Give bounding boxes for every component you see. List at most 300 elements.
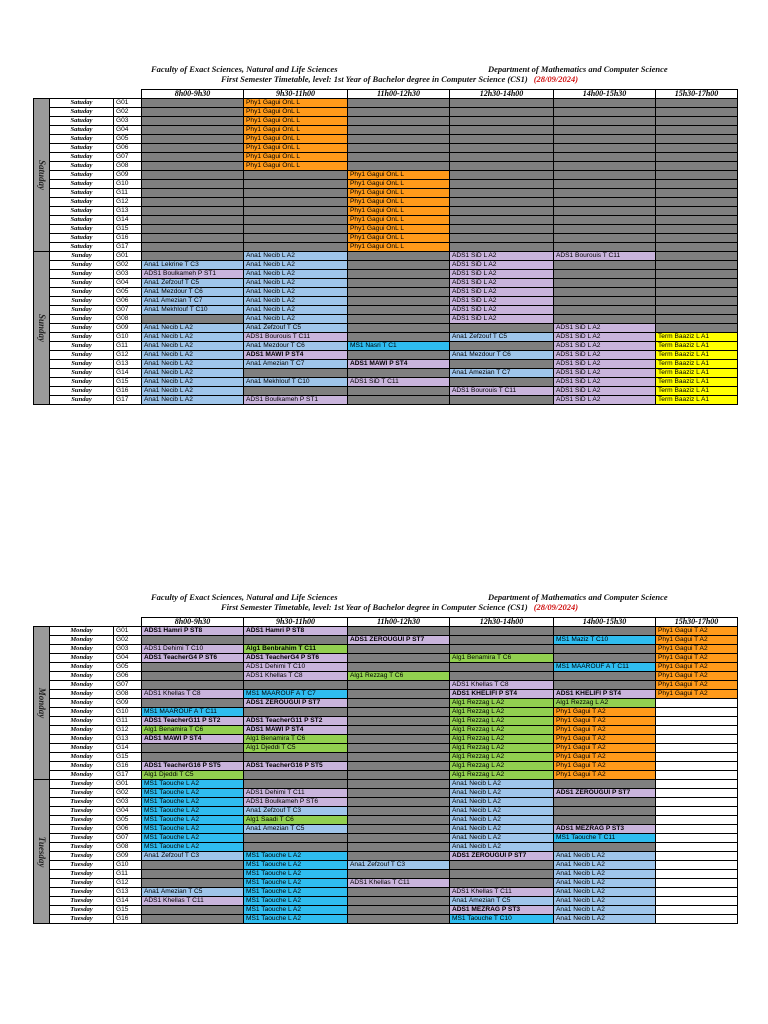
course-cell: ADS1 ZEROUGUI P ST7 xyxy=(554,789,656,798)
course-cell: Ana1 Zefzouf T C3 xyxy=(348,861,450,870)
group-code: G15 xyxy=(114,378,142,387)
table-row xyxy=(34,324,738,333)
course-cell: ADS1 Bourouis T C11 xyxy=(450,387,554,396)
group-code: G09 xyxy=(114,699,142,708)
empty-cell xyxy=(348,789,450,798)
table-row xyxy=(34,807,738,816)
course-cell: Phy1 Gagui T A2 xyxy=(656,636,738,645)
empty-cell xyxy=(348,126,450,135)
empty-cell xyxy=(142,198,244,207)
empty-cell xyxy=(450,234,554,243)
time-slot-header: 14h00-15h30 xyxy=(554,90,656,99)
empty-cell xyxy=(348,627,450,636)
group-code: G01 xyxy=(114,627,142,636)
timetable-date: (28/09/2024) xyxy=(533,602,579,612)
table-row xyxy=(34,279,738,288)
course-cell: Ana1 Zefzouf T C5 xyxy=(244,324,348,333)
empty-cell xyxy=(656,834,738,843)
course-cell: Ana1 Necib L A2 xyxy=(142,351,244,360)
course-cell: Ana1 Amezian T C7 xyxy=(450,369,554,378)
time-slot-header: 8h00-9h30 xyxy=(142,618,244,627)
day-name: Monday xyxy=(50,654,114,663)
day-name: Monday xyxy=(50,753,114,762)
table-row xyxy=(34,387,738,396)
course-cell: Ana1 Necib L A2 xyxy=(554,852,656,861)
course-cell: Ana1 Zefzouf T C5 xyxy=(450,333,554,342)
empty-cell xyxy=(348,753,450,762)
empty-cell xyxy=(656,126,738,135)
day-name: Satuday xyxy=(50,144,114,153)
course-cell: ADS1 Khellas T C8 xyxy=(450,681,554,690)
course-cell: Alg1 Rezzag L A2 xyxy=(450,699,554,708)
empty-cell xyxy=(244,834,348,843)
empty-cell xyxy=(656,153,738,162)
group-code: G03 xyxy=(114,117,142,126)
group-code: G07 xyxy=(114,153,142,162)
group-code: G13 xyxy=(114,888,142,897)
day-name: Sunday xyxy=(50,315,114,324)
course-cell: ADS1 Boulkameh P ST6 xyxy=(244,798,348,807)
empty-cell xyxy=(244,225,348,234)
table-row xyxy=(34,360,738,369)
empty-cell xyxy=(554,315,656,324)
course-cell: Alg1 Rezzag L A2 xyxy=(450,744,554,753)
course-cell: ADS1 SiD L A2 xyxy=(554,369,656,378)
empty-cell xyxy=(348,807,450,816)
course-cell: Phy1 Gagui OnL L xyxy=(348,198,450,207)
course-cell: MS1 Taouche L A2 xyxy=(142,798,244,807)
group-code: G12 xyxy=(114,198,142,207)
table-row xyxy=(34,906,738,915)
empty-cell xyxy=(348,252,450,261)
faculty-name: Faculty of Exact Sciences, Natural and Life Sciences xyxy=(151,592,338,602)
empty-cell xyxy=(348,744,450,753)
course-cell: MS1 Taouche T C10 xyxy=(450,915,554,924)
course-cell: ADS1 SiD L A2 xyxy=(554,378,656,387)
empty-cell xyxy=(656,261,738,270)
course-cell: Ana1 Necib L A2 xyxy=(142,396,244,405)
faculty-name: Faculty of Exact Sciences, Natural and Life Sciences xyxy=(151,64,338,74)
day-name: Satuday xyxy=(50,171,114,180)
group-code: G12 xyxy=(114,351,142,360)
day-name: Monday xyxy=(50,636,114,645)
empty-cell xyxy=(142,243,244,252)
course-cell: ADS1 MEZRAG P ST3 xyxy=(450,906,554,915)
day-name: Tuesday xyxy=(50,843,114,852)
course-cell: Alg1 Saadi T C6 xyxy=(244,816,348,825)
empty-cell xyxy=(142,135,244,144)
table-row xyxy=(34,744,738,753)
empty-cell xyxy=(656,798,738,807)
timetable-subtitle: First Semester Timetable, level: 1st Year of Bachelor degree in Computer Science (CS1) (28/09/2024) xyxy=(221,74,579,84)
group-code: G13 xyxy=(114,360,142,369)
table-row xyxy=(34,225,738,234)
group-code: G14 xyxy=(114,897,142,906)
empty-cell xyxy=(244,243,348,252)
table-row xyxy=(34,117,738,126)
empty-cell xyxy=(348,870,450,879)
day-name: Sunday xyxy=(50,270,114,279)
timetable-grid xyxy=(33,617,738,924)
empty-cell xyxy=(450,135,554,144)
empty-cell xyxy=(244,180,348,189)
course-cell: Ana1 Necib L A2 xyxy=(450,843,554,852)
empty-cell xyxy=(554,288,656,297)
course-cell: ADS1 ZEROUGUI P ST7 xyxy=(450,852,554,861)
empty-cell xyxy=(142,663,244,672)
empty-cell xyxy=(656,825,738,834)
course-cell: Alg1 Rezzag L A2 xyxy=(450,735,554,744)
empty-cell xyxy=(554,297,656,306)
empty-cell xyxy=(450,99,554,108)
empty-cell xyxy=(244,771,348,780)
empty-cell xyxy=(450,117,554,126)
day-name: Sunday xyxy=(50,279,114,288)
empty-cell xyxy=(554,672,656,681)
empty-cell xyxy=(450,342,554,351)
table-row xyxy=(34,162,738,171)
empty-cell xyxy=(348,852,450,861)
course-cell: MS1 Taouche L A2 xyxy=(244,852,348,861)
empty-cell xyxy=(656,762,738,771)
day-name: Tuesday xyxy=(50,834,114,843)
empty-cell xyxy=(244,753,348,762)
empty-cell xyxy=(656,789,738,798)
group-code: G11 xyxy=(114,870,142,879)
course-cell: ADS1 KHELIFI P ST4 xyxy=(450,690,554,699)
empty-cell xyxy=(348,117,450,126)
empty-cell xyxy=(656,180,738,189)
day-name: Tuesday xyxy=(50,852,114,861)
course-cell: Alg1 Benamira T C6 xyxy=(244,735,348,744)
course-cell: Phy1 Gagui OnL L xyxy=(244,108,348,117)
table-row xyxy=(34,207,738,216)
course-cell: Ana1 Necib L A2 xyxy=(244,306,348,315)
table-row xyxy=(34,189,738,198)
empty-cell xyxy=(554,816,656,825)
course-cell: Ana1 Mezdour T C6 xyxy=(142,288,244,297)
time-slot-header: 14h00-15h30 xyxy=(554,618,656,627)
table-row xyxy=(34,144,738,153)
course-cell: MS1 Taouche L A2 xyxy=(244,906,348,915)
table-row xyxy=(34,270,738,279)
group-code: G06 xyxy=(114,672,142,681)
course-cell: Alg1 Rezzag L A2 xyxy=(450,717,554,726)
empty-cell xyxy=(554,234,656,243)
course-cell: ADS1 SiD L A2 xyxy=(450,306,554,315)
table-row xyxy=(34,108,738,117)
group-code: G15 xyxy=(114,225,142,234)
course-cell: Ana1 Necib L A2 xyxy=(142,360,244,369)
course-cell: MS1 Taouche T C11 xyxy=(554,834,656,843)
table-row xyxy=(34,180,738,189)
empty-cell xyxy=(244,207,348,216)
empty-cell xyxy=(554,279,656,288)
table-row xyxy=(34,369,738,378)
course-cell: Alg1 Rezzag L A2 xyxy=(450,708,554,717)
empty-cell xyxy=(656,225,738,234)
day-name: Monday xyxy=(50,771,114,780)
course-cell: Ana1 Mekhlouf T C10 xyxy=(244,378,348,387)
empty-cell xyxy=(142,315,244,324)
course-cell: Ana1 Necib L A2 xyxy=(554,870,656,879)
group-code: G06 xyxy=(114,144,142,153)
course-cell: ADS1 Bourouis T C11 xyxy=(244,333,348,342)
course-cell: Phy1 Gagui T A2 xyxy=(656,627,738,636)
table-row xyxy=(34,762,738,771)
course-cell: Ana1 Amezian T C7 xyxy=(142,297,244,306)
empty-cell xyxy=(244,369,348,378)
group-code: G09 xyxy=(114,171,142,180)
empty-cell xyxy=(142,225,244,234)
table-row xyxy=(34,843,738,852)
day-name: Satuday xyxy=(50,162,114,171)
table-row xyxy=(34,378,738,387)
empty-cell xyxy=(348,351,450,360)
table-row xyxy=(34,735,738,744)
table-row xyxy=(34,663,738,672)
course-cell: Ana1 Amezian T C5 xyxy=(142,888,244,897)
empty-cell xyxy=(656,144,738,153)
table-row xyxy=(34,396,738,405)
group-code: G07 xyxy=(114,681,142,690)
day-name: Tuesday xyxy=(50,780,114,789)
course-cell: Term Baaziz L A1 xyxy=(656,378,738,387)
course-cell: Phy1 Gagui OnL L xyxy=(244,144,348,153)
table-row xyxy=(34,789,738,798)
course-cell: ADS1 SiD L A2 xyxy=(554,396,656,405)
empty-cell xyxy=(142,870,244,879)
course-cell: ADS1 TeacherG11 P ST2 xyxy=(244,717,348,726)
course-cell: Ana1 Zefzouf T C3 xyxy=(244,807,348,816)
course-cell: Phy1 Gagui T A2 xyxy=(554,735,656,744)
course-cell: Ana1 Mekhlouf T C10 xyxy=(142,306,244,315)
empty-cell xyxy=(348,288,450,297)
course-cell: MS1 Taouche L A2 xyxy=(142,816,244,825)
course-cell: Alg1 Benbrahim T C11 xyxy=(244,645,348,654)
empty-cell xyxy=(656,207,738,216)
course-cell: ADS1 TeacherG4 P ST6 xyxy=(244,654,348,663)
table-row xyxy=(34,654,738,663)
table-row xyxy=(34,708,738,717)
empty-cell xyxy=(142,234,244,243)
table-row xyxy=(34,234,738,243)
empty-cell xyxy=(656,108,738,117)
group-code: G01 xyxy=(114,252,142,261)
table-row xyxy=(34,915,738,924)
course-cell: ADS1 SiD L A2 xyxy=(450,297,554,306)
table-row xyxy=(34,870,738,879)
day-name: Sunday xyxy=(50,252,114,261)
table-row xyxy=(34,252,738,261)
group-code: G02 xyxy=(114,108,142,117)
table-row xyxy=(34,216,738,225)
course-cell: Phy1 Gagui T A2 xyxy=(656,690,738,699)
empty-cell xyxy=(656,879,738,888)
empty-cell xyxy=(450,198,554,207)
course-cell: ADS1 Hamri P ST8 xyxy=(244,627,348,636)
empty-cell xyxy=(554,207,656,216)
course-cell: Phy1 Gagui T A2 xyxy=(554,744,656,753)
empty-cell xyxy=(450,879,554,888)
course-cell: MS1 Nasri T C1 xyxy=(348,342,450,351)
course-cell: Ana1 Necib L A2 xyxy=(244,315,348,324)
table-row xyxy=(34,717,738,726)
timetable-date: (28/09/2024) xyxy=(533,74,579,84)
day-name: Satuday xyxy=(50,234,114,243)
course-cell: MS1 Taouche L A2 xyxy=(142,843,244,852)
empty-cell xyxy=(450,171,554,180)
course-cell: Ana1 Necib L A2 xyxy=(142,333,244,342)
course-cell: Ana1 Necib L A2 xyxy=(450,807,554,816)
course-cell: Phy1 Gagui T A2 xyxy=(656,654,738,663)
empty-cell xyxy=(450,636,554,645)
empty-cell xyxy=(348,708,450,717)
course-cell: Ana1 Necib L A2 xyxy=(554,888,656,897)
day-name: Satuday xyxy=(50,108,114,117)
empty-cell xyxy=(348,915,450,924)
empty-cell xyxy=(450,108,554,117)
empty-cell xyxy=(656,198,738,207)
empty-cell xyxy=(348,825,450,834)
empty-cell xyxy=(554,126,656,135)
time-slot-header: 12h30-14h00 xyxy=(450,90,554,99)
day-name: Satuday xyxy=(50,126,114,135)
empty-cell xyxy=(554,171,656,180)
empty-cell xyxy=(348,726,450,735)
course-cell: ADS1 Dehimi T C10 xyxy=(244,663,348,672)
day-name: Satuday xyxy=(50,198,114,207)
course-cell: Ana1 Amezian T C5 xyxy=(244,825,348,834)
empty-cell xyxy=(142,189,244,198)
empty-cell xyxy=(656,816,738,825)
group-code: G11 xyxy=(114,189,142,198)
group-code: G17 xyxy=(114,771,142,780)
day-side-label: Tuesday xyxy=(34,780,50,924)
empty-cell xyxy=(348,897,450,906)
empty-cell xyxy=(348,99,450,108)
group-code: G04 xyxy=(114,126,142,135)
course-cell: Ana1 Necib L A2 xyxy=(244,288,348,297)
day-name: Monday xyxy=(50,663,114,672)
course-cell: Phy1 Gagui T A2 xyxy=(656,672,738,681)
course-cell: ADS1 TeacherG16 P ST5 xyxy=(142,762,244,771)
course-cell: MS1 Taouche L A2 xyxy=(142,807,244,816)
empty-cell xyxy=(554,162,656,171)
group-code: G14 xyxy=(114,369,142,378)
course-cell: Ana1 Necib L A2 xyxy=(450,798,554,807)
course-cell: MS1 MAAROUF A T C11 xyxy=(142,708,244,717)
course-cell: Ana1 Necib L A2 xyxy=(142,324,244,333)
empty-cell xyxy=(142,252,244,261)
table-row xyxy=(34,771,738,780)
empty-cell xyxy=(142,207,244,216)
course-cell: Phy1 Gagui T A2 xyxy=(554,717,656,726)
course-cell: ADS1 Khellas T C8 xyxy=(142,690,244,699)
group-code: G12 xyxy=(114,879,142,888)
empty-cell xyxy=(348,369,450,378)
empty-cell xyxy=(348,396,450,405)
course-cell: Phy1 Gagui OnL L xyxy=(244,135,348,144)
day-name: Monday xyxy=(50,699,114,708)
table-row xyxy=(34,861,738,870)
course-cell: MS1 Taouche L A2 xyxy=(244,888,348,897)
course-cell: Ana1 Zefzouf T C5 xyxy=(142,279,244,288)
course-cell: Ana1 Necib L A2 xyxy=(244,270,348,279)
empty-cell xyxy=(348,261,450,270)
day-name: Tuesday xyxy=(50,888,114,897)
course-cell: ADS1 SiD L A2 xyxy=(450,252,554,261)
group-code: G17 xyxy=(114,396,142,405)
day-name: Satuday xyxy=(50,189,114,198)
day-name: Monday xyxy=(50,717,114,726)
course-cell: Term Baaziz L A1 xyxy=(656,342,738,351)
day-name: Monday xyxy=(50,762,114,771)
empty-cell xyxy=(450,378,554,387)
course-cell: ADS1 SiD L A2 xyxy=(554,387,656,396)
empty-cell xyxy=(554,117,656,126)
day-name: Tuesday xyxy=(50,870,114,879)
course-cell: MS1 Maziz T C10 xyxy=(554,636,656,645)
empty-cell xyxy=(656,915,738,924)
course-cell: ADS1 SiD L A2 xyxy=(450,261,554,270)
day-side-label: Sunday xyxy=(34,252,50,405)
day-name: Tuesday xyxy=(50,807,114,816)
course-cell: MS1 Taouche L A2 xyxy=(244,861,348,870)
empty-cell xyxy=(450,216,554,225)
table-row xyxy=(34,699,738,708)
empty-cell xyxy=(656,99,738,108)
group-code: G10 xyxy=(114,333,142,342)
empty-cell xyxy=(656,279,738,288)
timetable-subtitle: First Semester Timetable, level: 1st Year of Bachelor degree in Computer Science (CS1) (28/09/2024) xyxy=(221,602,579,612)
course-cell: Phy1 Gagui OnL L xyxy=(244,99,348,108)
empty-cell xyxy=(554,780,656,789)
course-cell: Phy1 Gagui OnL L xyxy=(244,162,348,171)
empty-cell xyxy=(348,270,450,279)
table-row xyxy=(34,645,738,654)
day-name: Satuday xyxy=(50,153,114,162)
empty-cell xyxy=(656,780,738,789)
day-name: Satuday xyxy=(50,117,114,126)
empty-cell xyxy=(554,261,656,270)
empty-cell xyxy=(656,735,738,744)
empty-cell xyxy=(656,135,738,144)
empty-cell xyxy=(142,126,244,135)
empty-cell xyxy=(656,252,738,261)
empty-cell xyxy=(554,627,656,636)
course-cell: ADS1 SiD L A2 xyxy=(554,324,656,333)
course-cell: Phy1 Gagui OnL L xyxy=(244,117,348,126)
empty-cell xyxy=(656,771,738,780)
table-row xyxy=(34,636,738,645)
empty-cell xyxy=(450,645,554,654)
table-row xyxy=(34,306,738,315)
group-code: G02 xyxy=(114,261,142,270)
group-code: G06 xyxy=(114,297,142,306)
empty-cell xyxy=(554,189,656,198)
empty-cell xyxy=(142,681,244,690)
empty-cell xyxy=(244,198,348,207)
course-cell: Alg1 Rezzag L A2 xyxy=(450,753,554,762)
course-cell: Ana1 Necib L A2 xyxy=(142,342,244,351)
course-cell: Ana1 Necib L A2 xyxy=(450,780,554,789)
course-cell: Term Baaziz L A1 xyxy=(656,387,738,396)
table-row xyxy=(34,879,738,888)
course-cell: Term Baaziz L A1 xyxy=(656,369,738,378)
empty-cell xyxy=(554,108,656,117)
empty-cell xyxy=(554,198,656,207)
